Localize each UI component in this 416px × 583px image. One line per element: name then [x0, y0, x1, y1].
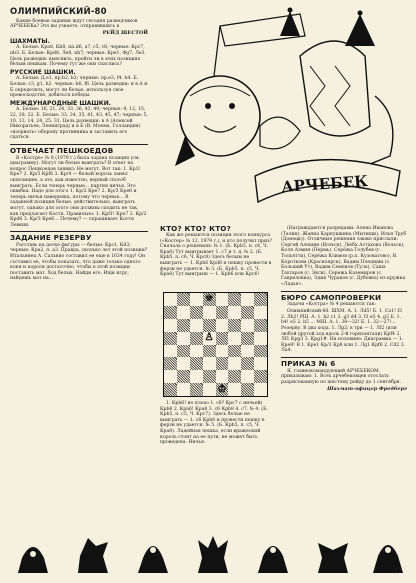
order-text: Я, главнокомандующий АРЧЕБЕКОМ, приказываю: 1. Всех арчебековцев отослать разрисованную по шестому рейду до 1 сентября. [281, 368, 402, 385]
board-square [228, 319, 241, 332]
board-square [241, 306, 254, 319]
board-square [203, 370, 216, 383]
board-square [241, 319, 254, 332]
board-square [177, 319, 190, 332]
board-square [177, 383, 190, 396]
board-square [203, 357, 216, 370]
intl-subheading: МЕЖДУНАРОДНЫЕ ШАШКИ. [10, 99, 111, 107]
intl-text: А. Белые: 16, 21, 24, 33, 36, 43, 49; черные: 9, 12, 15, 22, 28, 32. Б. Белые: 33, 34, 35, 41, 43, 45, 47; черные: 5, 10, 13, 14, 24, 25, 31. Цель разведки: в А (Алексей Никоратьев, Ленинград) и в Б (В. Моема, Голландия) «взорвать» оборону противника и заставить его сдаться. [10, 107, 148, 141]
board-square [177, 332, 190, 345]
board-square [164, 306, 177, 319]
winners-text: (Награждаются разрядами: Алена Иванова (Талин), Жанна Карпушкина (Мытищи), Илья Труб (Донецк)). Отличные решения также прислали: Сергей Алешин (Вольск), Люба Астахова (Вольск), Коля Азмин (Пермь), Серёжа Голубев (г. Тольятти), Серёжа Климов (р.п. Кузоватово), В. Короткова (Красноярск), Вадим Плешкин (с. Больший Ут), Вадим Семенов (Тула), Саша Тахтаров (с. Экси), Сережа Каземиров (с. Гавриловка), Эдик Чураков (с. Дубовка) из кружка «Ладья». [281, 226, 407, 287]
answer-heading: ОТВЕЧАЕТ ПЕШКОЕДОВ [10, 145, 114, 155]
board-square [228, 306, 241, 319]
left-column [10, 7, 148, 284]
board-square [190, 319, 203, 332]
answer-text: В «Костре» № 8 (1979 г.) была задана позиция (см. диаграмму). Могут ли белые выиграть? В ответ на вопрос Пешкоедов заявил: Не могут. Вот так: 1. Кр/2 Кре7 2. Кр/3 Крf6 3. Кр/4 — белый король занял оппозицию, а это, как известно, верный способ выиграть. Если теперь черные... партия ничья. Это ошибка. Надо для этого 1. Кр/2 Кре7 2. Кр/3 Кре6 и теперь ничья наверняка, потому что черные... В заданной позиции белые, действительно, выиграть могут, однако для этого они должны сходить не так, как предлагает Костя. Правильно: 1. Крf1! Кре7 2. Кр/2 Крd6 3. Кр/3 Кре6... Почему? — спрашивает Костя Левкин. [10, 155, 147, 228]
kto-after-block [160, 401, 272, 447]
board-square [203, 383, 216, 396]
reserve-heading: ЗАДАНИЕ РЕЗЕРВУ [10, 233, 92, 243]
board-square [164, 345, 177, 358]
board-square [164, 319, 177, 332]
page-number: 47 [392, 567, 402, 575]
kto-heading: КТО? КТО? КТО? [160, 224, 231, 233]
bureau-text: Олимпийский-80. ШХМ. А. 1. Лd5! Б. 1. Сa1! f3 2. Лb2! РШ. А. 1. h2 c1 2. g3 d4 3. f3 e5 4. g3 Б. 1. b4! e5 2. b5 ... МШ. А. 1. 38—32! Б. 1. 32—27!... Резерву. В два хода. 1. Лg2; в три — 1. Лf2 (или любой другой ход вдоль 2-й горизонтали) Крf4 2. Лf1 Крg3 3. Крg1#. На половине: Диаграмма — 1. Крe8! В 1. Кре1 Кр/1 Кр8 или 1. Лg1 Крf6 2. Сd2 3. Ла4. [281, 309, 406, 354]
board-square [216, 332, 229, 345]
decorative-pieces-border [8, 528, 408, 578]
board-square [164, 383, 177, 396]
board-square [203, 319, 216, 332]
reserve-text: Расставь на доске фигуры — белые: Крс1, Кd3; черные: Крa2, п. a3. Правда, сколько лет этой позиции? Итальянец А. Сальвио составил ее еще в 1634 году! Он составил ее, чтобы показать, что даже только одного коня и короля достаточно, чтобы в этой позиции поставить мат. Ход белых. Найди его. Ищи игру, найдешь мат на... [10, 242, 148, 282]
board-square [177, 345, 190, 358]
divider [281, 357, 407, 358]
black-king: ♚ [204, 293, 214, 305]
draughts-subheading: РУССКИЕ ШАШКИ. [10, 68, 76, 76]
board-square [190, 332, 203, 345]
divider [10, 144, 148, 145]
board-square [164, 332, 177, 345]
archebek-logo: АРЧЕБЕК [280, 172, 369, 197]
olympiad-heading: ОЛИМПИЙСКИЙ-80 [10, 7, 107, 17]
board-square [177, 357, 190, 370]
board-square [203, 345, 216, 358]
jester-illustration [160, 6, 408, 224]
board-square [241, 383, 254, 396]
white-king: ♔ [217, 383, 227, 395]
board-square [177, 293, 190, 306]
board-square [177, 370, 190, 383]
board-square [228, 345, 241, 358]
board-square [254, 306, 267, 319]
board-square [203, 306, 216, 319]
board-square [241, 293, 254, 306]
board-square [216, 357, 229, 370]
board-square [241, 357, 254, 370]
board-square [254, 345, 267, 358]
board-square [241, 345, 254, 358]
board-square [254, 357, 267, 370]
board-square [164, 370, 177, 383]
kto-text-para: Как же решаются позиции этого конкурса («Костер» № 12, 1979 г.), и кто получит приз? Сначала о решениях: № 1. (Б. Крb5, п. c6, Ч. Кра8) Тут выигрывает 1. c7 и т. д. № 2. (Б. Крb5, п. c6, Ч. Крс8) Здесь белым не выиграть — 1. Крb6 Крd8 и пешку провести в ферзи не удается. № 3. (Б. Крb5, п. c5, Ч. Кра8) Тут выигрыш — 1. Крb6 или Крс6! [160, 233, 273, 278]
board-square [216, 319, 229, 332]
white-pawn: ♙ [204, 332, 214, 344]
signature: Шахмат-офицер Фредберг [327, 385, 407, 392]
chess-text: А. Белые: Крa8, Кb8, пп.d6, a7, c5, c6; черные: Крc7, пb3. Б. Белые: Крd8, Лe8, пh7; черные: Крe1, Фg7, Лe3. Цель разведки: выяснить, пройти ли в этих позициях белым пешкам. Почему тут же они спаслись? [10, 45, 146, 68]
order-heading: ПРИКАЗ № 6 [281, 358, 336, 368]
board-square [254, 332, 267, 345]
board-square [216, 306, 229, 319]
board-square [228, 357, 241, 370]
chess-subheading: ШАХМАТЫ. [10, 37, 50, 45]
olympiad-intro: Какие боевые задания ждут сегодня разведчиков АРЧЕБЕКа? Это вы узнаете, отправившись в [10, 18, 138, 30]
board-square [177, 306, 190, 319]
right-column [281, 226, 407, 392]
board-square [164, 357, 177, 370]
bureau-intro: Задачи «Костра» № 4 решаются так: [287, 302, 376, 308]
board-square [190, 306, 203, 319]
board-square [254, 383, 267, 396]
board-square [254, 293, 267, 306]
board-square [190, 370, 203, 383]
bureau-heading: БЮРО САМОПРОВЕРКИ [281, 292, 382, 302]
board-square [190, 345, 203, 358]
board-square [190, 383, 203, 396]
board-square [164, 293, 177, 306]
board-square [216, 345, 229, 358]
board-square [228, 383, 241, 396]
divider [281, 291, 407, 292]
board-square [228, 332, 241, 345]
board-square [241, 332, 254, 345]
board-square [216, 293, 229, 306]
board-square [241, 370, 254, 383]
board-square [254, 319, 267, 332]
draughts-text: А. Белые: Д.e1, пр.b2, h2; черные: пр.e3, f4, h4. Б. Белые: c3, g1, h2. черные: b6, f6. Цель разведки: и в А и Б определить, могут ли белые, используя свое превосходство, добиться победы. [10, 76, 148, 99]
chess-board [163, 292, 268, 397]
board-square [216, 370, 229, 383]
divider [10, 231, 148, 232]
olympiad-sign: РЕЙД ШЕСТОЙ [102, 30, 148, 37]
kto-after-text: 1. Крb6! но плохо 1. c6? Крс7 с ничьей) Крb8 2. Кра6! Кра8 3. с6 Крb8 4. с7. № 4. (Б. Крb5, п. c5, Ч. Крс7). Здесь белые не выиграть — 1. с6 Крb8 и провести пешку в ферзи не удается. № 5. (Б. Крb5, п. c5, Ч. Кра8). Ладейная пешка, если вражеский король стоит на ее пути, не может быть проведена. Ничья. [160, 401, 268, 446]
board-square [228, 293, 241, 306]
board-square [190, 293, 203, 306]
board-square [228, 370, 241, 383]
kto-text-block-main [160, 233, 272, 279]
board-square [254, 370, 267, 383]
board-square [190, 357, 203, 370]
